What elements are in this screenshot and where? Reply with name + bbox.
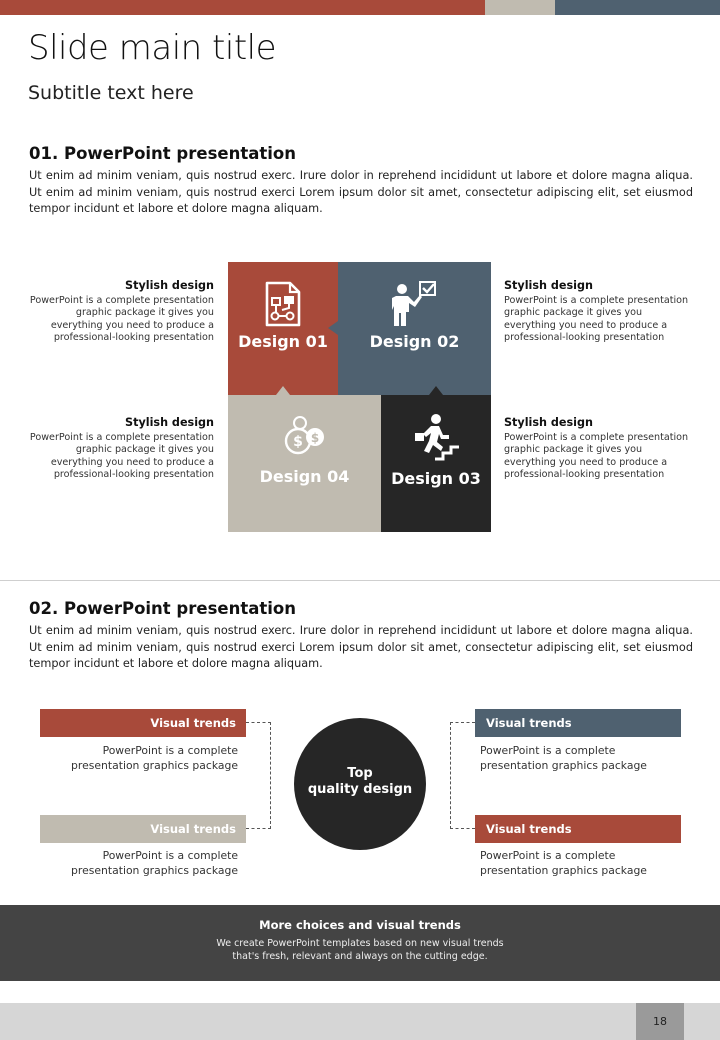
visual-trends-desc: PowerPoint is a complete presentation graphics package bbox=[71, 849, 238, 877]
svg-text:$: $ bbox=[310, 431, 320, 445]
section2-heading: 02. PowerPoint presentation bbox=[29, 599, 296, 618]
connector-arrow-up bbox=[429, 386, 443, 395]
center-circle bbox=[294, 718, 426, 850]
visual-trends-desc: PowerPoint is a complete presentation graphics package bbox=[480, 744, 647, 772]
visual-trends-bar: Visual trends bbox=[40, 709, 246, 737]
person-climbing-stairs-icon bbox=[411, 413, 461, 461]
design-label: Design 03 bbox=[391, 469, 481, 488]
connector-arrow-left bbox=[328, 321, 338, 335]
side-text-body: PowerPoint is a complete presentation graphic package it gives you everything you need to produce a professional-looking presentation bbox=[29, 294, 214, 344]
top-accent-bar-beige bbox=[485, 0, 555, 15]
side-text-bottom-left bbox=[24, 417, 214, 482]
side-text-heading: Stylish design bbox=[125, 279, 214, 292]
footer-text-line2: that's fresh, relevant and always on the cutting edge. bbox=[232, 950, 488, 962]
coins-dollar-icon bbox=[282, 415, 328, 459]
design-label: Design 02 bbox=[369, 332, 460, 351]
footer-title: More choices and visual trends bbox=[259, 918, 461, 932]
footer-text-line1: We create PowerPoint templates based on new visual trends bbox=[216, 938, 504, 949]
visual-trends-bar: Visual trends bbox=[475, 815, 681, 843]
page-title: Slide main title bbox=[28, 28, 277, 68]
connector-arrow-up bbox=[276, 386, 290, 395]
side-text-heading: Stylish design bbox=[504, 279, 593, 292]
dashed-connector-left bbox=[246, 722, 271, 829]
svg-text:$: $ bbox=[293, 434, 303, 450]
design-label: Design 04 bbox=[259, 467, 350, 486]
design-tile-04 bbox=[228, 395, 381, 532]
footer-band bbox=[0, 905, 720, 981]
design-tile-02 bbox=[338, 262, 491, 395]
side-text-body: PowerPoint is a complete presentation graphic package it gives you everything you need to produce a professional-looking presentation bbox=[504, 431, 689, 481]
visual-trends-desc: PowerPoint is a complete presentation graphics package bbox=[480, 849, 647, 877]
side-text-body: PowerPoint is a complete presentation graphic package it gives you everything you need to produce a professional-looking presentation bbox=[504, 294, 689, 344]
center-circle-line1: Top bbox=[347, 766, 373, 781]
dashed-connector-right bbox=[450, 722, 475, 829]
flowchart-document-icon bbox=[262, 280, 304, 328]
center-circle-line2: quality design bbox=[307, 782, 413, 797]
side-text-top-left bbox=[24, 280, 214, 345]
page-number: 18 bbox=[636, 1003, 684, 1040]
visual-trends-bar: Visual trends bbox=[475, 709, 681, 737]
side-text-body: PowerPoint is a complete presentation graphic package it gives you everything you need to produce a professional-looking presentation bbox=[29, 431, 214, 481]
visual-trends-desc: PowerPoint is a complete presentation graphics package bbox=[71, 744, 238, 772]
page-subtitle: Subtitle text here bbox=[28, 82, 194, 104]
side-text-heading: Stylish design bbox=[125, 416, 214, 429]
top-accent-bar-red bbox=[0, 0, 485, 15]
design-tile-03 bbox=[381, 395, 491, 532]
side-text-bottom-right bbox=[504, 417, 694, 482]
side-text-top-right bbox=[504, 280, 694, 345]
section2-body: Ut enim ad minim veniam, quis nostrud exerc. Irure dolor in reprehend incididunt ut labore et dolore magna aliqua. Ut enim ad minim veniam, quis nostrud exerci Lorem ipsum dolor sit amet, consectetur adipiscing elit, set eiusmod tempor incidunt et labore et dolore magna aliquam. bbox=[29, 624, 693, 670]
design-tile-01 bbox=[228, 262, 338, 395]
side-text-heading: Stylish design bbox=[504, 416, 593, 429]
visual-trends-bar: Visual trends bbox=[40, 815, 246, 843]
presenter-checkmark-icon bbox=[388, 280, 440, 330]
section-divider bbox=[0, 580, 720, 581]
design-label: Design 01 bbox=[238, 332, 328, 351]
section1-heading: 01. PowerPoint presentation bbox=[29, 144, 296, 163]
top-accent-bar-slate bbox=[555, 0, 720, 15]
section1-body: Ut enim ad minim veniam, quis nostrud exerc. Irure dolor in reprehend incididunt ut labore et dolore magna aliqua. Ut enim ad minim veniam, quis nostrud exerci Lorem ipsum dolor sit amet, consectetur adipiscing elit, set eiusmod tempor incidunt et labore et dolore magna aliquam. bbox=[29, 169, 693, 215]
bottom-bar bbox=[0, 1003, 720, 1040]
